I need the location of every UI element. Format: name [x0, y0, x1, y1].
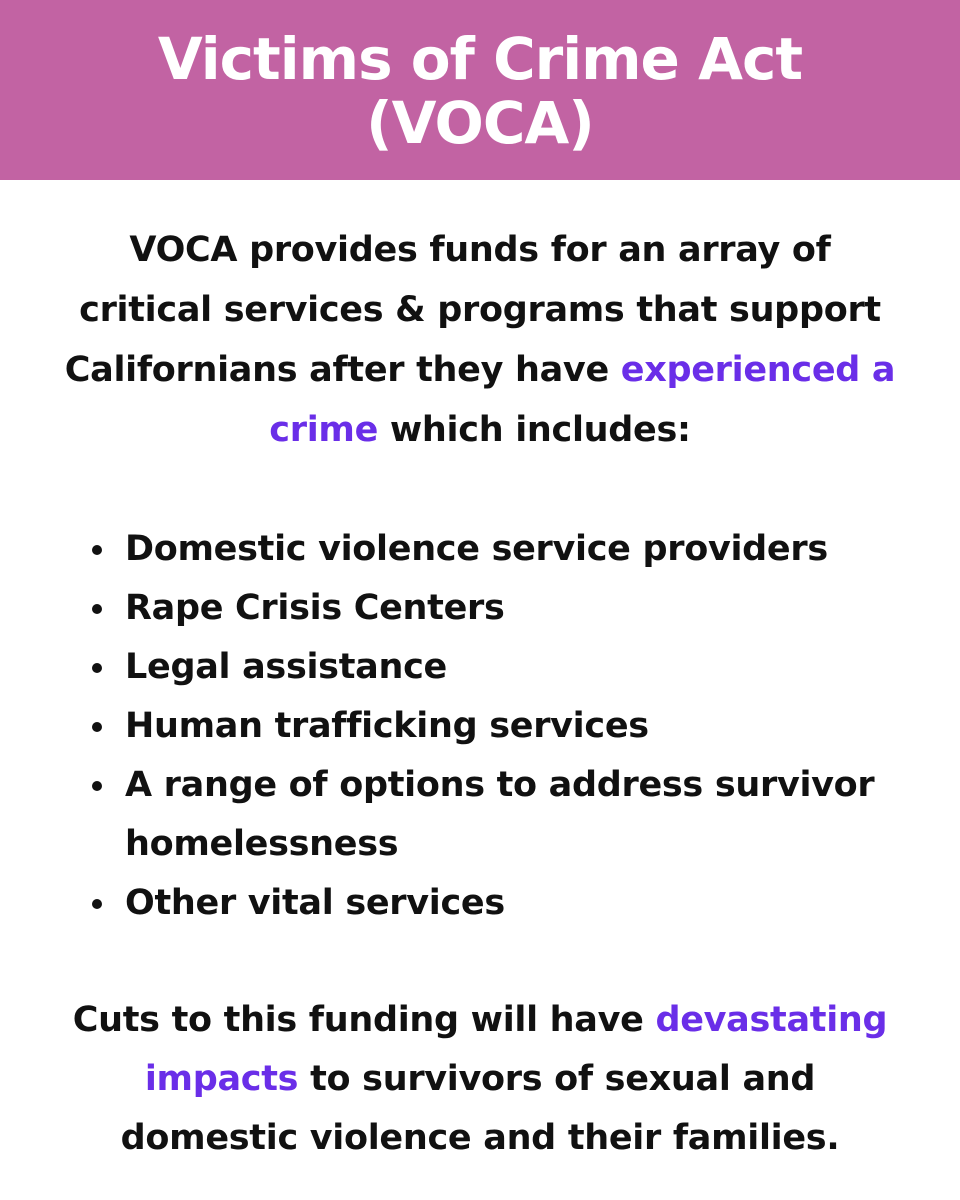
title-banner: [0, 0, 960, 180]
intro-line: Californians after they have: [64, 350, 621, 390]
service-label: Other vital services: [125, 883, 505, 923]
closing-line: Cuts to this funding will have: [72, 1000, 656, 1040]
highlight-text: devastating: [655, 1000, 888, 1040]
bullet-icon: [92, 722, 102, 732]
page-title: Victims of Crime Act: [157, 25, 803, 93]
intro-paragraph: [20, 220, 940, 460]
services-list: [20, 520, 940, 933]
bullet-icon: [92, 604, 102, 614]
intro-line: VOCA provides funds for an array of: [129, 230, 831, 270]
service-label: A range of options to address survivor homelessness: [125, 765, 875, 864]
intro-line: which includes:: [378, 410, 691, 450]
list-item: [90, 874, 940, 933]
bullet-icon: [92, 663, 102, 673]
service-label: Domestic violence service providers: [125, 529, 828, 569]
main-content: [0, 220, 960, 1168]
closing-line: domestic violence and their families.: [120, 1118, 840, 1158]
service-label: Rape Crisis Centers: [125, 588, 505, 628]
page-title-acronym: (VOCA): [366, 89, 594, 157]
list-item: [90, 638, 940, 697]
list-item: [90, 579, 940, 638]
highlight-text: crime: [269, 410, 379, 450]
highlight-text: impacts: [144, 1059, 299, 1099]
intro-line: critical services & programs that support: [79, 290, 881, 330]
service-label: Legal assistance: [125, 647, 447, 687]
list-item: [90, 697, 940, 756]
bullet-icon: [92, 899, 102, 909]
bullet-icon: [92, 781, 102, 791]
bullet-icon: [92, 545, 102, 555]
closing-paragraph: [20, 991, 940, 1168]
service-label: Human trafficking services: [125, 706, 649, 746]
list-item: [90, 756, 940, 874]
closing-line: to survivors of sexual and: [298, 1059, 816, 1099]
highlight-text: experienced a: [620, 350, 896, 390]
list-item: [90, 520, 940, 579]
